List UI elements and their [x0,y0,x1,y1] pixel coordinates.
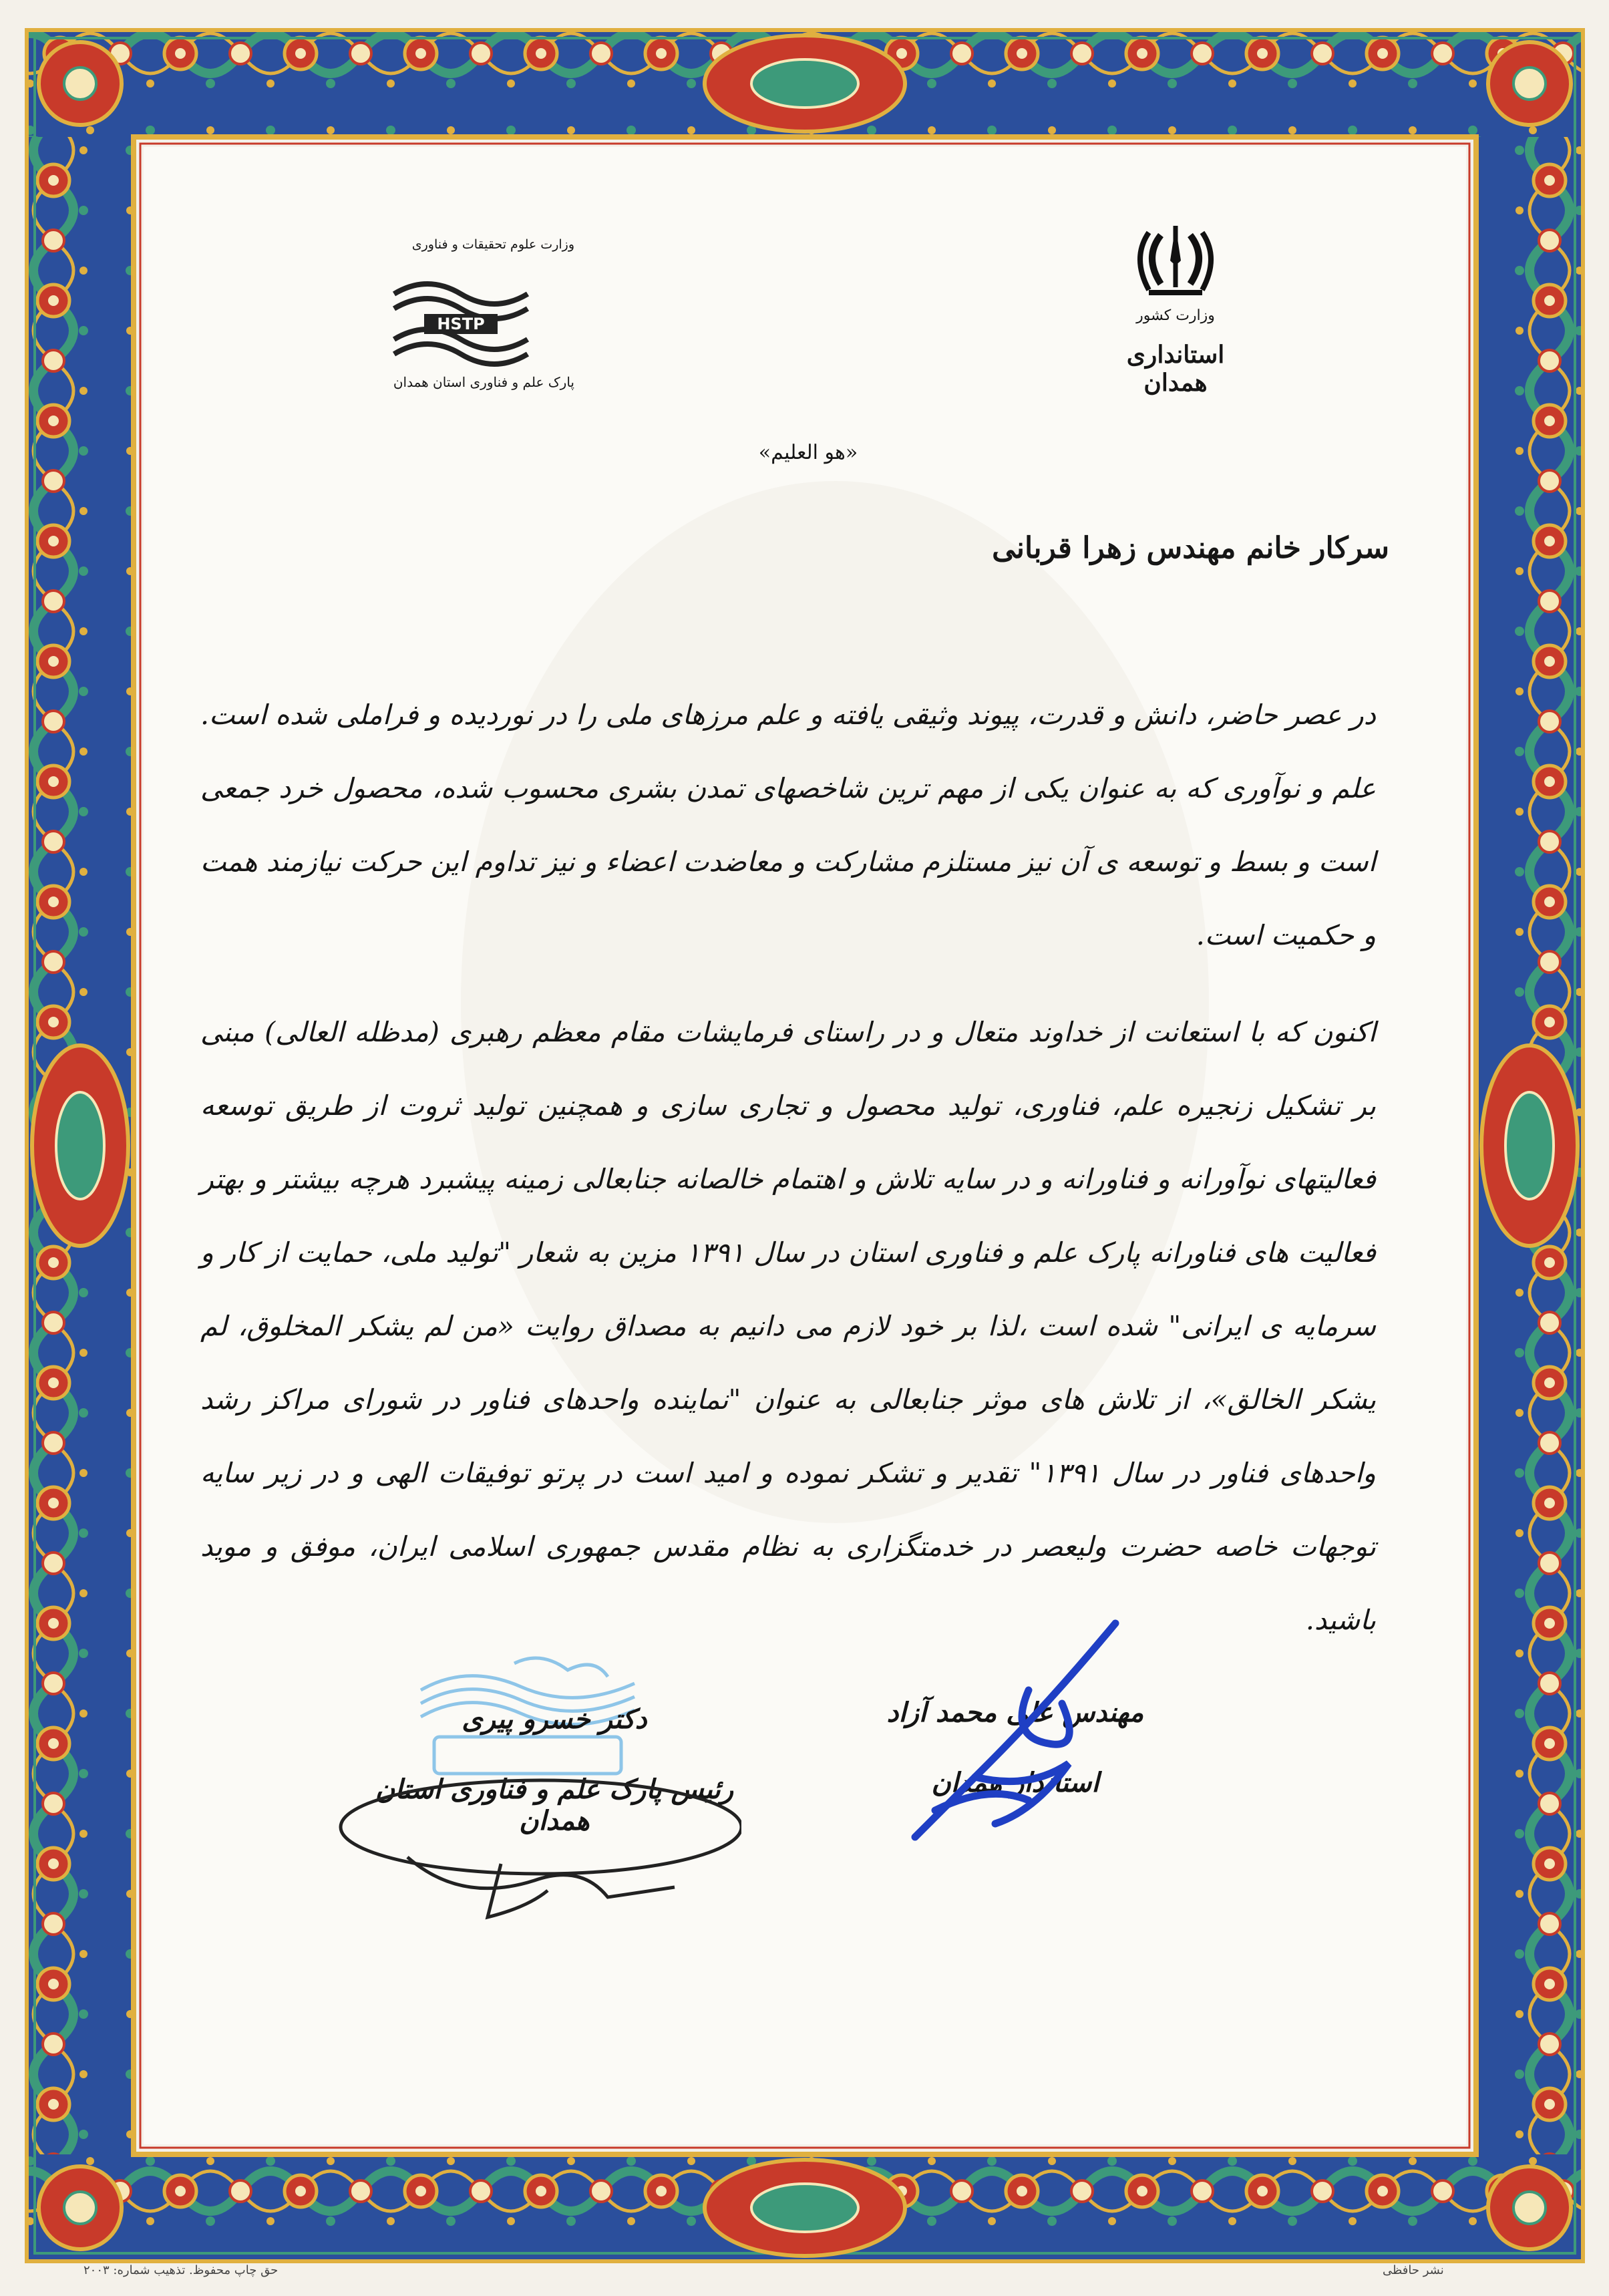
invocation: «هو العلیم» [758,441,858,464]
governorate-name: استانداری همدان [1126,341,1225,397]
science-park-name: پارک علم و فناوری استان همدان [393,374,574,390]
salutation: سرکار خانم مهندس زهرا قربانی [992,531,1389,565]
governorate-logo [1095,220,1256,414]
body-paragraph-1: در عصر حاضر، دانش و قدرت، پیوند وثیقی یافته و علم مرزهای ملی را در نوردیده و فراملی شده است. علم و نوآوری که به عنوان یکی از مهم ترین شاخصهای تمدن بشری محسوب شده، محصول خرد جمعی است و بسط و توسعه ی آن نیز مستلزم مشارکت و معاضدت اعضاء و نیز تداوم این حرکت نیازمند همت و حکمیت است. [200,699,1376,951]
ministry-of-interior-label: وزارت کشور [1136,307,1215,324]
signature-scribble-left [327,1764,741,1924]
ministry-of-science-label: وزارت علوم تحقیقات و فناوری [411,237,574,252]
iran-emblem-icon [1129,220,1222,301]
publisher-note: نشر حافظی [1383,2263,1444,2277]
hstp-emblem-icon [387,267,534,367]
hstp-emblem-text: HSTP [437,315,485,333]
science-park-logo [347,237,574,391]
signatory-right-name: مهندس علی محمد آزاد [886,1697,1144,1728]
signatory-left-name: دکتر خسرو پیری [462,1703,647,1735]
body-paragraph-2: اکنون که با استعانت از خداوند متعال و در راستای فرمایشات مقام معظم رهبری (مدظله العالی) مبنی بر تشکیل زنجیره علم، فناوری، تولید محصول و تجاری سازی و همچنین تولید ثروت از طریق توسعه فعالیتهای نوآورانه و فناورانه و در سایه تلاش و اهتمام خالصانه جنابعالی زمینه پیشبرد هرچه بیشتر و بهتر فعالیت های فناورانه پارک علم و فناوری استان در سال ۱۳۹۱ مزین به شعار "تولید ملی، حمایت از کار و سرمایه ی ایرانی" شده است ،لذا بر خود لازم می دانیم به مصداق روایت «من لم یشکر المخلوق، لم یشکر الخالق»، از تلاش های موثر جنابعالی به عنوان "نماینده واحدهای فناور در شورای مراکز رشد واحدهای فناور در سال ۱۳۹۱" تقدیر و تشکر نموده و امید است در پرتو توفیقات الهی و در زیر سایه توجهات خاصه حضرت ولیعصر در خدمتگزاری به نظام مقدس جمهوری اسلامی ایران، موفق و موید باشید. [200,1016,1376,1636]
signatory-left-position: رئیس پارک علم و فناوری استان همدان [375,1774,734,1836]
signature-scribble-right [895,1610,1149,1870]
copyright-note: حق چاپ محفوظ. تذهیب شماره: ۲۰۰۳ [83,2263,279,2277]
signatory-right-position: استاندار همدان [931,1767,1099,1798]
